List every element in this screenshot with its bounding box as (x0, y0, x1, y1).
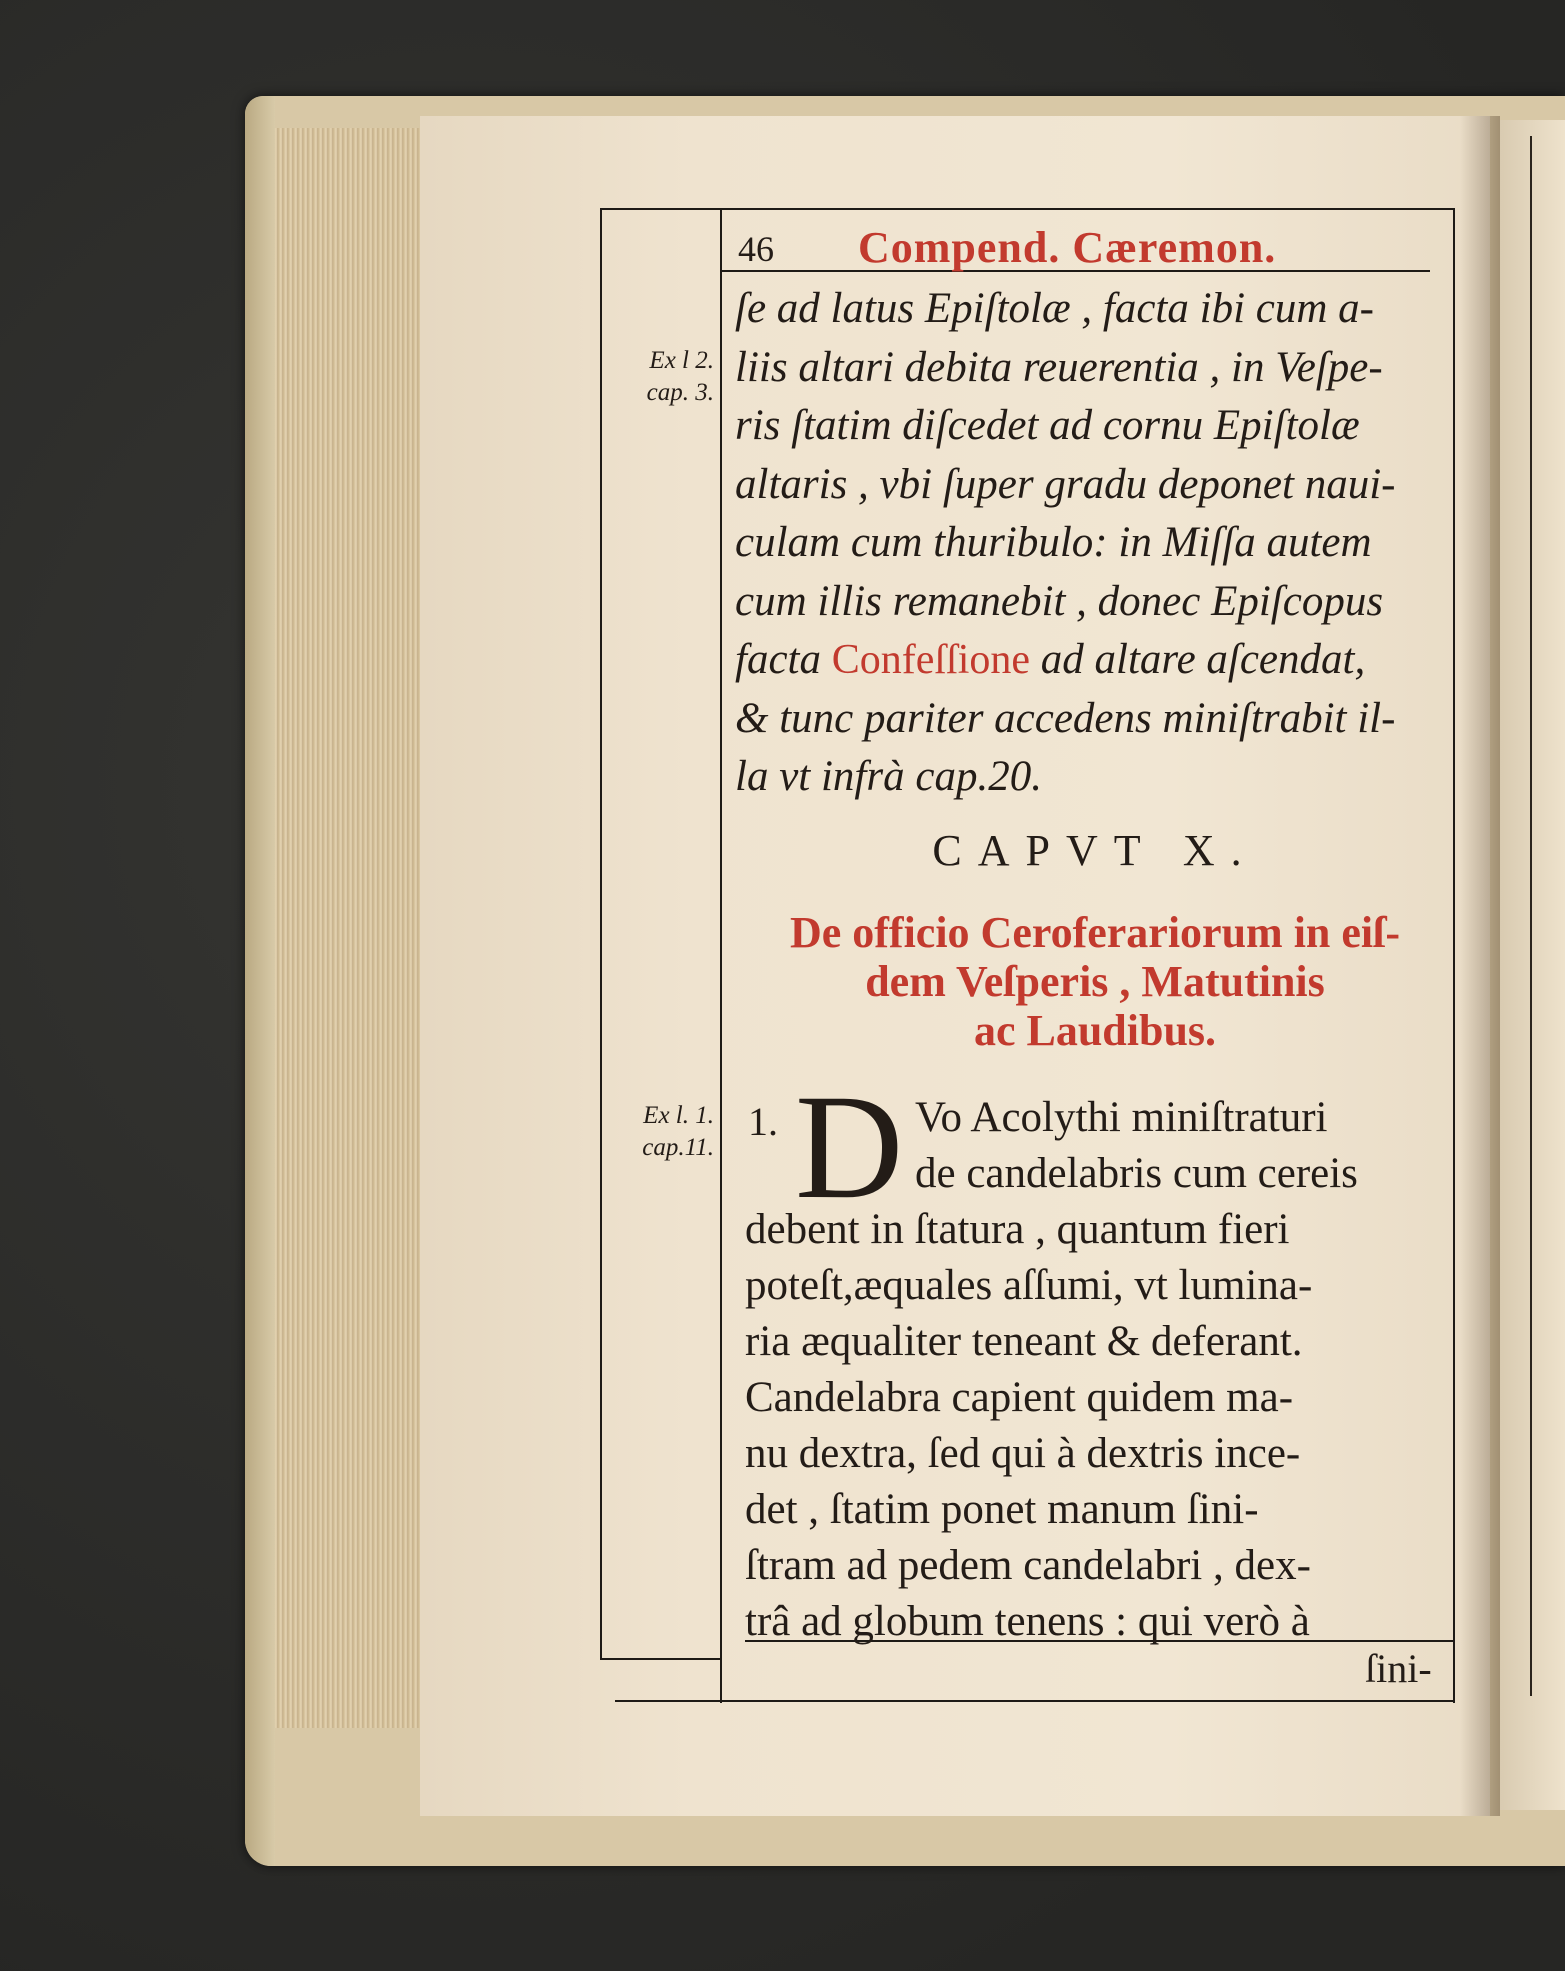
facing-page-rule (1530, 136, 1532, 1696)
text-line: liis altari debita reuerentia , in Veſpe- (735, 343, 1383, 391)
text-line: cum illis remanebit , donec Epiſcopus (735, 577, 1384, 625)
text-fragment: ad altare aſcendat, (1040, 636, 1366, 683)
text-line: debent in ſtatura , quantum fieri (745, 1206, 1290, 1253)
text-line: & tunc pariter accedens miniſtrabit il- (735, 694, 1396, 742)
section-number: 1. (748, 1099, 778, 1144)
text-line: altaris , vbi ſuper gradu deponet naui- (735, 460, 1396, 508)
chapter-title-line: De officio Ceroferariorum in eiſ- (789, 908, 1401, 957)
text-line: ſe ad latus Epiſtolæ , facta ibi cum a- (735, 285, 1374, 332)
text-line: culam cum thuribulo: in Miſſa autem (735, 519, 1372, 566)
text-line: Candelabra capient quidem ma- (745, 1374, 1294, 1421)
body-paragraph (745, 1090, 1455, 1650)
margin-note (602, 1100, 714, 1164)
drop-cap: D (795, 1064, 904, 1230)
running-title: Compend. Cæremon. (858, 223, 1277, 272)
text-line: ria æqualiter teneant & deferant. (745, 1318, 1303, 1365)
margin-note-line: Ex l 2. (649, 347, 714, 374)
text-line: nu dextra, ſed qui à dextris ince- (745, 1430, 1301, 1477)
frame-top-rule (600, 208, 1455, 210)
chapter-title-line: ac Laudibus. (973, 1006, 1217, 1055)
text-line: trâ ad globum tenens : qui verò à (745, 1598, 1310, 1645)
margin-note-line: cap. 3. (646, 379, 714, 406)
gutter-shadow (1460, 116, 1500, 1816)
chapter-title (735, 908, 1455, 1055)
page-number: 46 (738, 229, 774, 269)
text-fragment: facta (735, 636, 821, 683)
page-bottom-rule (615, 1700, 1455, 1702)
text-line (735, 631, 1455, 690)
text-line: de candelabris cum cereis (915, 1150, 1358, 1197)
chapter-title-line: dem Veſperis , Matutinis (865, 957, 1325, 1006)
text-line: poteſt,æquales aſſumi, vt lumina- (745, 1262, 1313, 1309)
text-line: Vo Acolythi miniſtraturi (915, 1094, 1328, 1141)
text-line: ſtram ad pedem candelabri , dex- (745, 1542, 1311, 1589)
page-edges (258, 128, 428, 1728)
text-line: la vt infrà cap.20. (735, 753, 1042, 800)
catchword: ſini- (1365, 1646, 1432, 1691)
facing-page-edge (1500, 120, 1565, 1810)
frame-column-divider (720, 208, 722, 1703)
vellum-cover-edge (245, 96, 275, 1866)
text-line: ris ſtatim diſcedet ad cornu Epiſtolæ (735, 402, 1360, 449)
italic-paragraph (735, 280, 1455, 807)
margin-note-line: cap.11. (642, 1134, 714, 1161)
text-line: det , ſtatim ponet manum ſini- (745, 1486, 1259, 1533)
margin-note-line: Ex l. 1. (643, 1102, 714, 1129)
frame-bottom-rule (600, 1658, 721, 1660)
margin-note (602, 345, 714, 409)
chapter-heading: CAPVT X. (932, 826, 1258, 875)
rubric-word: Confeſſione (831, 637, 1031, 683)
frame-left-rule (600, 208, 602, 1658)
